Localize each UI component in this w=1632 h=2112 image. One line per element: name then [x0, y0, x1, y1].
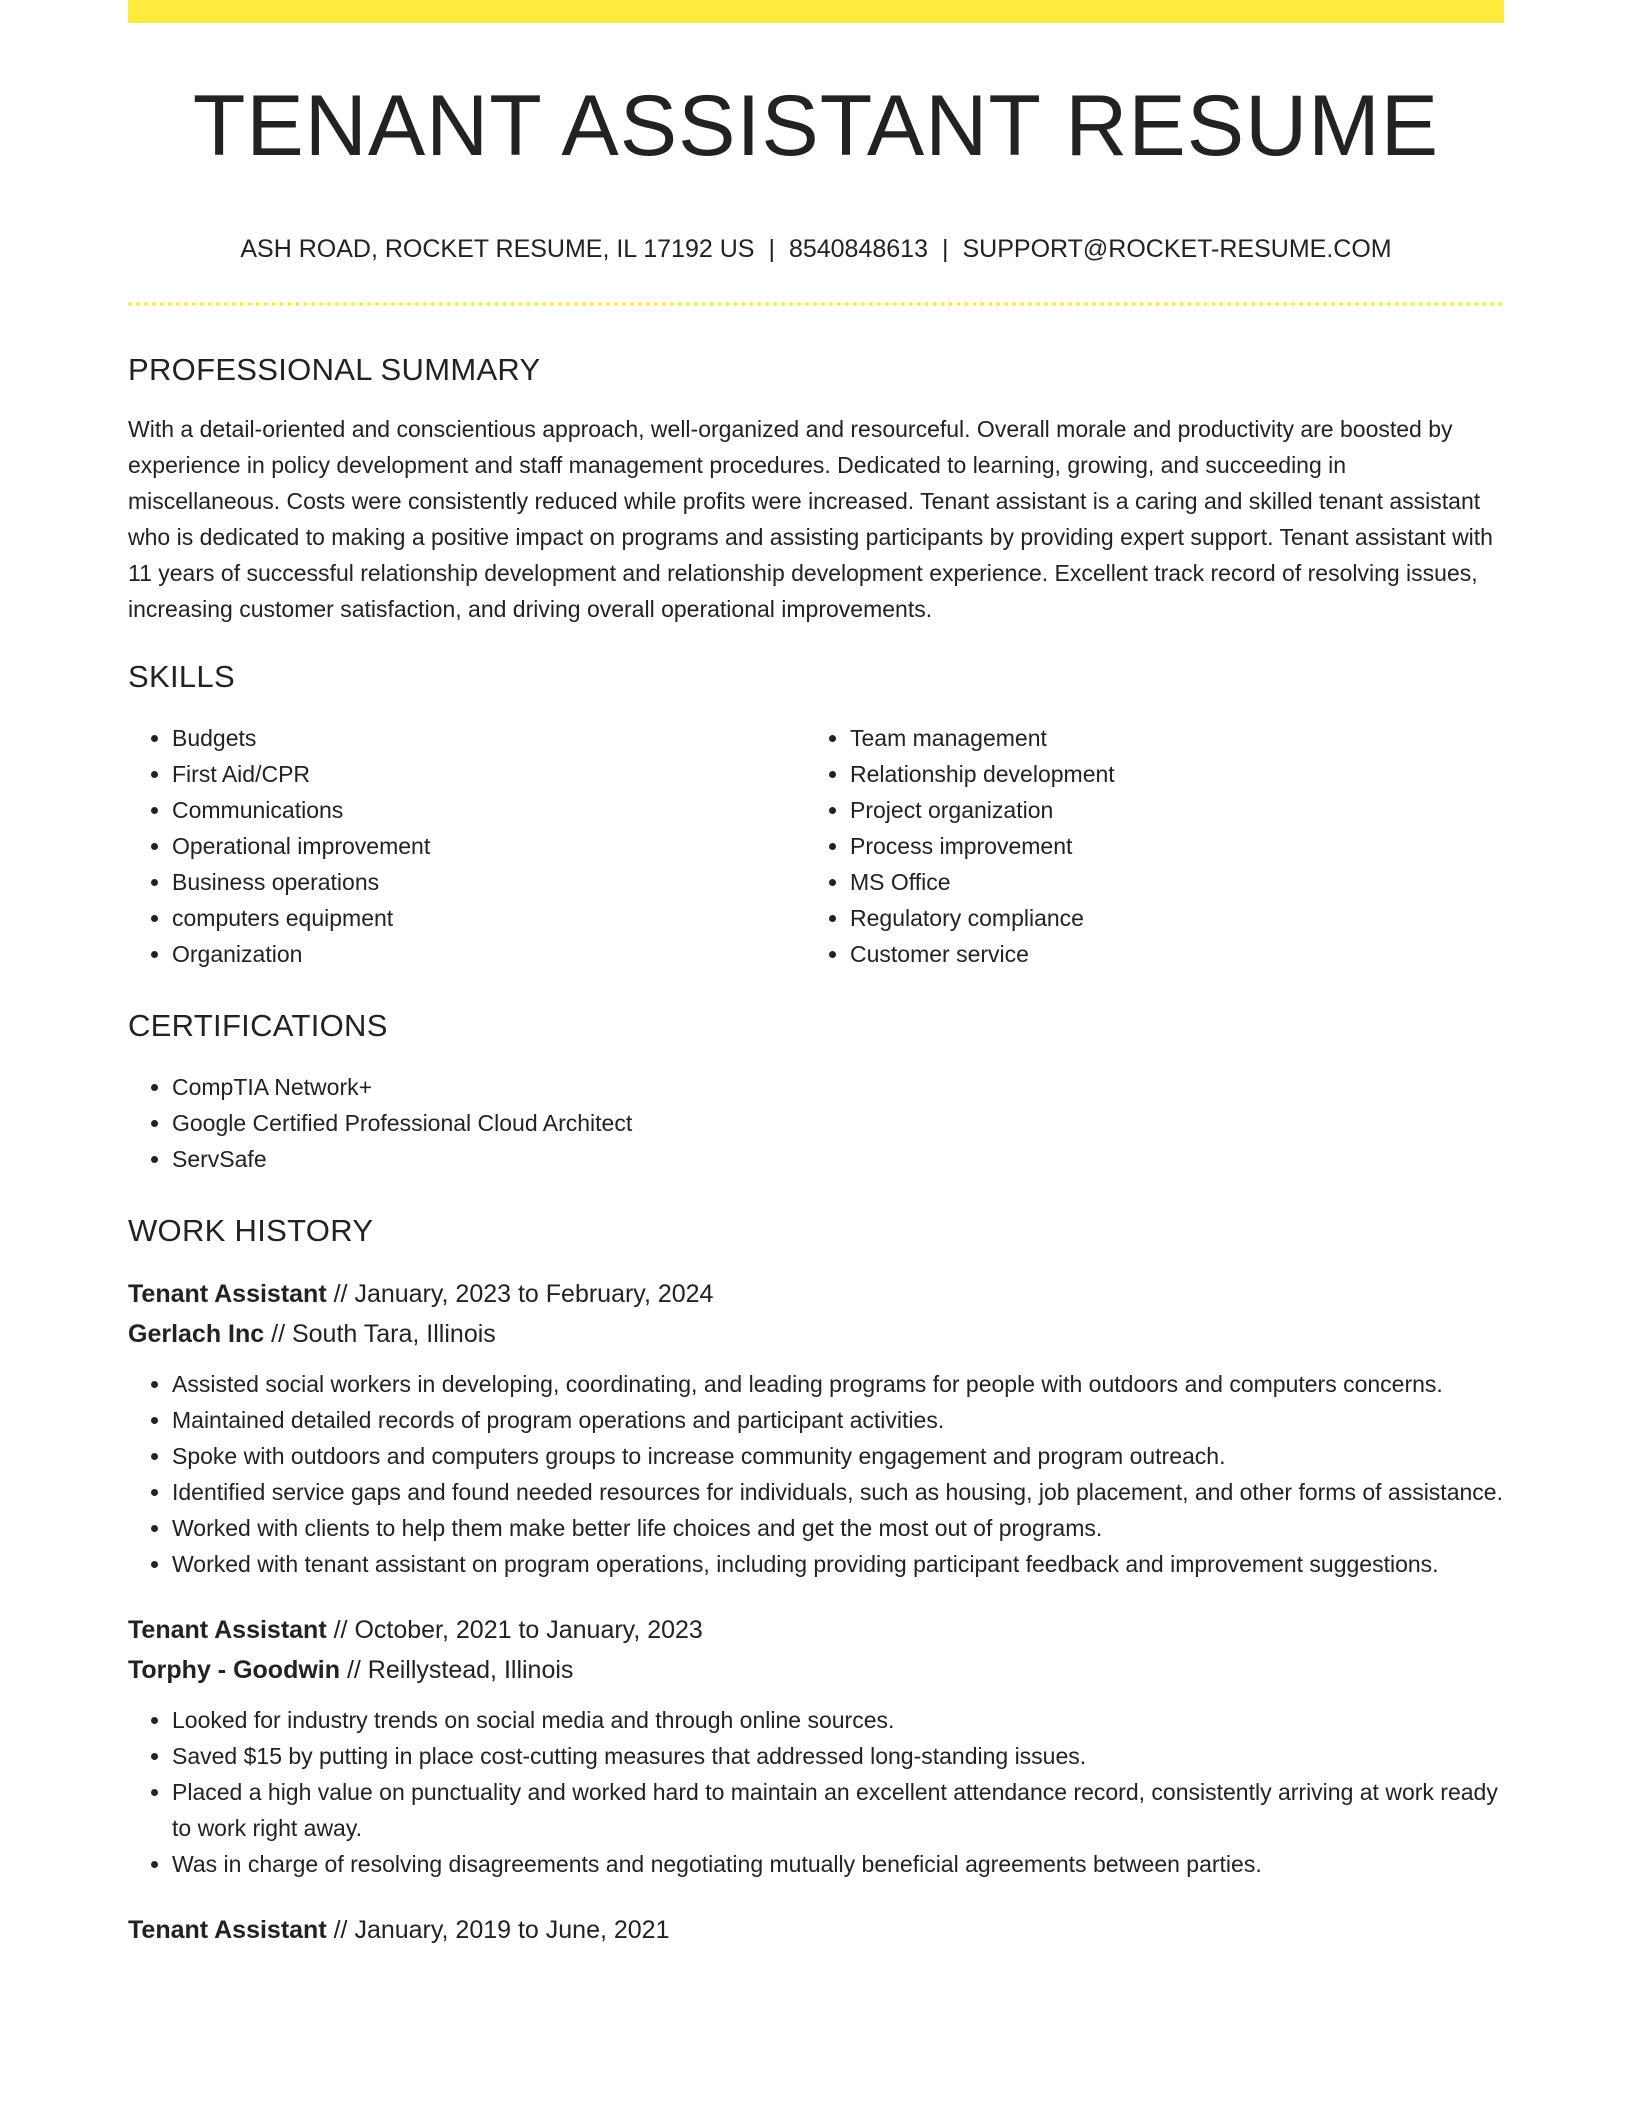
skill-item: • Process improvement: [850, 828, 1484, 864]
skill-item: • First Aid/CPR: [172, 756, 806, 792]
skills-columns: [128, 720, 1504, 972]
job-duty-item: • Was in charge of resolving disagreements and negotiating mutually beneficial agreements between parties.: [172, 1846, 1504, 1882]
certification-item: • Google Certified Professional Cloud Architect: [172, 1105, 1504, 1141]
certifications-list: [128, 1069, 1504, 1177]
job-duty-item: • Worked with tenant assistant on program operations, including providing participant feedback and improvement suggestions.: [172, 1546, 1504, 1582]
job-company: Gerlach Inc: [128, 1320, 265, 1348]
contact-separator: |: [768, 235, 775, 263]
job-duties-list: [128, 1366, 1504, 1582]
job-duty-item: • Worked with clients to help them make better life choices and get the most out of programs.: [172, 1510, 1504, 1546]
work-history-heading: WORK HISTORY: [128, 1213, 374, 1248]
skill-item: • Regulatory compliance: [850, 900, 1484, 936]
job-title: Tenant Assistant: [128, 1916, 327, 1944]
contact-line: [128, 237, 1504, 262]
job-title: Tenant Assistant: [128, 1280, 327, 1308]
skills-list-right: [806, 720, 1484, 972]
top-accent-bar: [128, 0, 1504, 23]
job-entry: [128, 1910, 1504, 1950]
job-duties-list: [128, 1702, 1504, 1882]
skill-item: • Business operations: [172, 864, 806, 900]
job-entry: [128, 1610, 1504, 1882]
skill-item: • Operational improvement: [172, 828, 806, 864]
skill-item: • Relationship development: [850, 756, 1484, 792]
skill-item: • Customer service: [850, 936, 1484, 972]
job-location: // Reillystead, Illinois: [340, 1656, 574, 1684]
resume-page: [128, 0, 1504, 1950]
skill-item: • Team management: [850, 720, 1484, 756]
job-title-line: [128, 1910, 1504, 1950]
header-divider: [128, 302, 1504, 306]
resume-title: TENANT ASSISTANT RESUME: [192, 78, 1440, 174]
skills-heading: SKILLS: [128, 659, 235, 694]
job-duty-item: • Identified service gaps and found needed resources for individuals, such as housing, job placement, and other forms of assistance.: [172, 1474, 1504, 1510]
skill-item: • MS Office: [850, 864, 1484, 900]
contact-address: ASH ROAD, ROCKET RESUME, IL 17192 US: [240, 235, 755, 263]
skill-item: • computers equipment: [172, 900, 806, 936]
job-dates: // January, 2023 to February, 2024: [326, 1280, 714, 1308]
contact-phone: 8540848613: [788, 235, 928, 263]
job-entry: [128, 1274, 1504, 1582]
job-dates: // January, 2019 to June, 2021: [326, 1916, 670, 1944]
certification-item: • CompTIA Network+: [172, 1069, 1504, 1105]
summary-heading: PROFESSIONAL SUMMARY: [128, 352, 541, 387]
job-title-line: [128, 1610, 1504, 1650]
skill-item: • Organization: [172, 936, 806, 972]
skill-item: • Project organization: [850, 792, 1484, 828]
job-company-line: [128, 1650, 1504, 1690]
certification-item: • ServSafe: [172, 1141, 1504, 1177]
job-duty-item: • Maintained detailed records of program operations and participant activities.: [172, 1402, 1504, 1438]
job-duty-item: • Saved $15 by putting in place cost-cutting measures that addressed long-standing issues.: [172, 1738, 1504, 1774]
skills-list-left: [128, 720, 806, 972]
job-company: Torphy - Goodwin: [128, 1656, 340, 1684]
summary-text: With a detail-oriented and conscientious approach, well-organized and resourceful. Overall morale and productivity are boosted by experience in policy development and staff management procedures. Dedicated to learning, growing, and succeeding in miscellaneous. Costs were consistently reduced while profits were increased. Tenant assistant is a caring and skilled tenant assistant who is dedicated to making a positive impact on programs and assisting participants by providing expert support. Tenant assistant with 11 years of successful relationship development and relationship development experience. Excellent track record of resolving issues, increasing customer satisfaction, and driving overall operational improvements.: [128, 416, 1493, 622]
job-dates: // October, 2021 to January, 2023: [326, 1616, 703, 1644]
job-location: // South Tara, Illinois: [264, 1320, 496, 1348]
job-title-line: [128, 1274, 1504, 1314]
contact-separator: |: [941, 235, 949, 263]
job-title: Tenant Assistant: [128, 1616, 327, 1644]
job-duty-item: • Looked for industry trends on social media and through online sources.: [172, 1702, 1504, 1738]
contact-email: SUPPORT@ROCKET-RESUME.COM: [962, 235, 1392, 263]
skills-column-left: [128, 720, 806, 972]
skill-item: • Budgets: [172, 720, 806, 756]
job-duty-item: • Placed a high value on punctuality and worked hard to maintain an excellent attendance record, consistently arriving at work ready to work right away.: [172, 1774, 1504, 1846]
skills-column-right: [806, 720, 1484, 972]
job-duty-item: • Spoke with outdoors and computers groups to increase community engagement and program outreach.: [172, 1438, 1504, 1474]
skill-item: • Communications: [172, 792, 806, 828]
job-duty-item: • Assisted social workers in developing, coordinating, and leading programs for people with outdoors and computers concerns.: [172, 1366, 1504, 1402]
job-company-line: [128, 1314, 1504, 1354]
certifications-heading: CERTIFICATIONS: [128, 1008, 388, 1043]
